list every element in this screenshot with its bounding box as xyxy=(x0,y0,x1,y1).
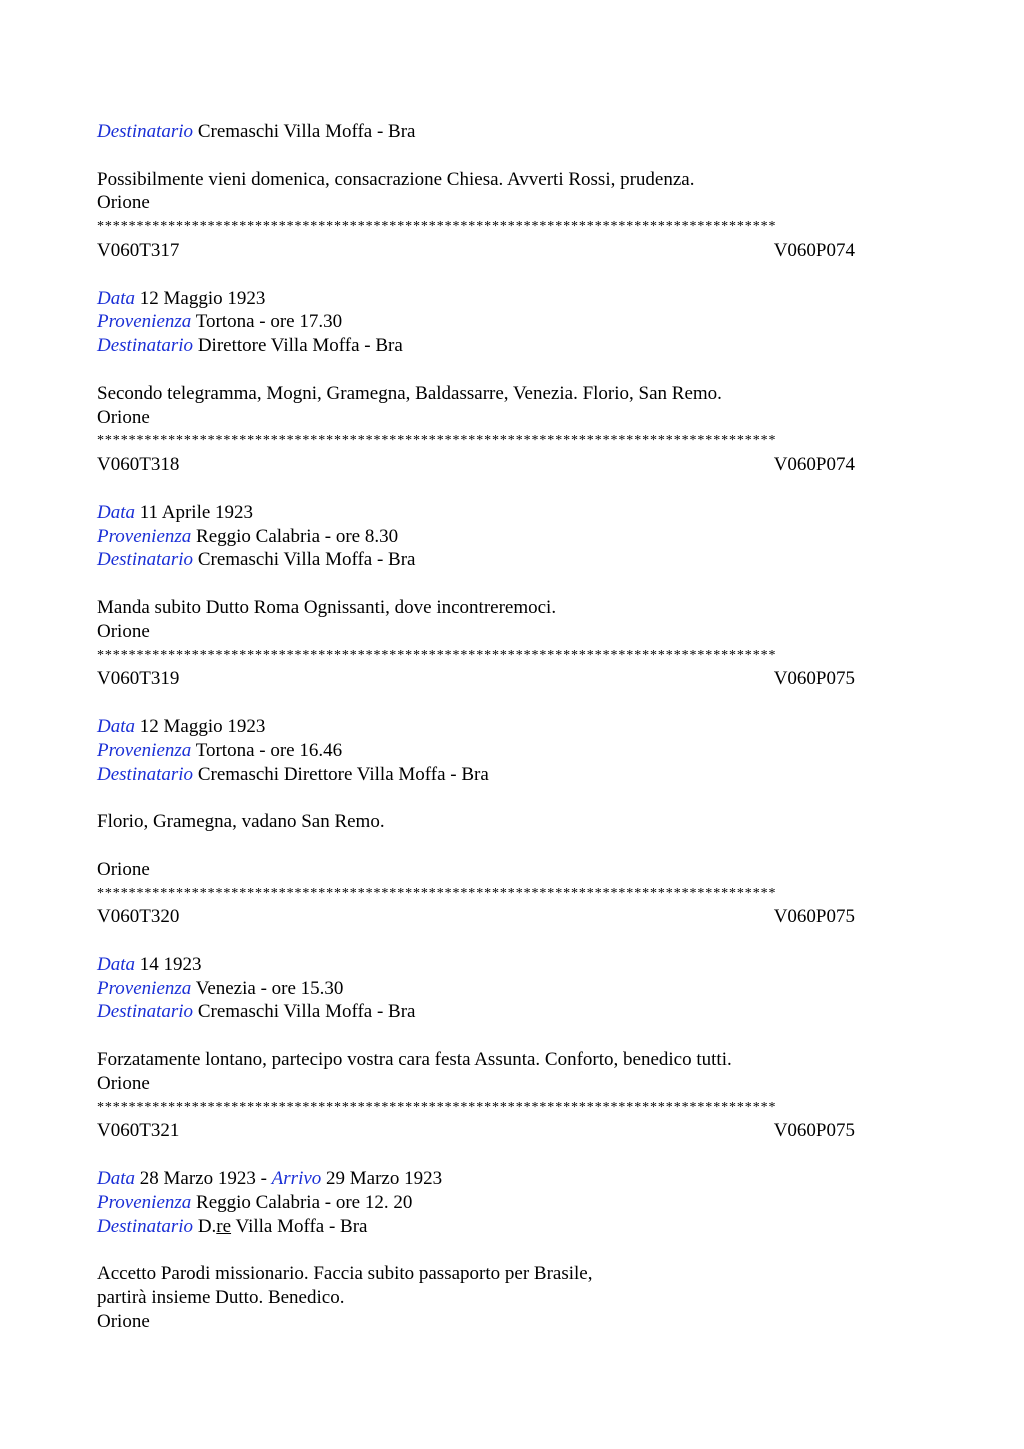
message-body: Forzatamente lontano, partecipo vostra cara festa Assunta. Conforto, benedico tutti. xyxy=(97,1049,732,1071)
signature: Orione xyxy=(97,192,150,214)
provenienza-label: Provenienza xyxy=(97,1191,192,1213)
provenienza-line xyxy=(97,977,927,1001)
dest-rest: Villa Moffa - Bra xyxy=(235,1215,368,1237)
destinatario-line xyxy=(97,1000,927,1024)
dest-prefix: D. xyxy=(197,1215,217,1237)
message-body: Accetto Parodi missionario. Faccia subito passaporto per Brasile, xyxy=(97,1263,593,1285)
provenienza-label: Provenienza xyxy=(97,977,192,999)
telegram-code: V060T319 xyxy=(97,668,180,690)
destinatario-line xyxy=(97,763,927,787)
destinatario-line xyxy=(97,1215,927,1239)
signature: Orione xyxy=(97,1310,150,1332)
intro-destinatario-line xyxy=(97,120,927,144)
provenienza-line xyxy=(97,739,927,763)
destinatario-value: Direttore Villa Moffa - Bra xyxy=(197,335,403,357)
data-value: 12 Maggio 1923 xyxy=(139,287,266,309)
provenienza-label: Provenienza xyxy=(97,311,192,333)
data-line xyxy=(97,1167,927,1191)
provenienza-line xyxy=(97,525,927,549)
entry-codes xyxy=(97,1119,855,1143)
arrivo-label: Arrivo xyxy=(271,1168,322,1190)
destinatario-value: Cremaschi Villa Moffa - Bra xyxy=(197,121,416,142)
data-value: 14 1923 xyxy=(139,953,202,975)
telegram-code: V060T320 xyxy=(97,906,180,928)
provenienza-value: Tortona - ore 16.46 xyxy=(195,739,343,761)
signature: Orione xyxy=(97,406,150,428)
provenienza-line xyxy=(97,1191,927,1215)
destinatario-value: Cremaschi Direttore Villa Moffa - Bra xyxy=(197,763,489,785)
destinatario-line xyxy=(97,334,927,358)
data-label: Data xyxy=(97,715,135,737)
page-code: V060P075 xyxy=(773,906,855,928)
data-line xyxy=(97,953,927,977)
provenienza-label: Provenienza xyxy=(97,525,192,547)
destinatario-label: Destinatario xyxy=(97,335,194,357)
provenienza-line xyxy=(97,310,927,334)
provenienza-value: Reggio Calabria - ore 12. 20 xyxy=(196,1191,413,1213)
destinatario-label: Destinatario xyxy=(97,763,194,785)
separator: ************************************************************************************** xyxy=(97,647,777,663)
page-code: V060P074 xyxy=(773,239,855,261)
data-line xyxy=(97,287,927,311)
entry-codes xyxy=(97,667,855,691)
telegram-code: V060T317 xyxy=(97,239,180,261)
signature: Orione xyxy=(97,858,150,880)
data-line xyxy=(97,715,927,739)
destinatario-label: Destinatario xyxy=(97,121,194,142)
document-page xyxy=(97,120,927,1334)
telegram-code: V060T318 xyxy=(97,454,180,476)
page-code: V060P075 xyxy=(773,668,855,690)
message-body: partirà insieme Dutto. Benedico. xyxy=(97,1287,345,1309)
separator: ************************************************************************************** xyxy=(97,219,777,235)
entry-codes xyxy=(97,239,855,263)
separator: ************************************************************************************** xyxy=(97,885,777,901)
entry-codes xyxy=(97,453,855,477)
data-label: Data xyxy=(97,1168,135,1190)
page-code: V060P074 xyxy=(773,454,855,476)
provenienza-value: Tortona - ore 17.30 xyxy=(195,311,343,333)
provenienza-value: Reggio Calabria - ore 8.30 xyxy=(196,525,399,547)
message-body: Florio, Gramegna, vadano San Remo. xyxy=(97,811,385,833)
destinatario-value xyxy=(198,1216,368,1237)
data-value: 28 Marzo 1923 - xyxy=(139,1168,267,1190)
destinatario-line xyxy=(97,548,927,572)
page-code: V060P075 xyxy=(773,1120,855,1142)
provenienza-value: Venezia - ore 15.30 xyxy=(195,977,344,999)
arrivo-value: 29 Marzo 1923 xyxy=(326,1168,443,1190)
data-label: Data xyxy=(97,953,135,975)
data-value: 12 Maggio 1923 xyxy=(139,715,266,737)
destinatario-label: Destinatario xyxy=(97,1215,194,1237)
separator: ************************************************************************************** xyxy=(97,1099,777,1115)
entry-codes xyxy=(97,905,855,929)
dest-abbreviation: re xyxy=(216,1215,232,1237)
destinatario-value: Cremaschi Villa Moffa - Bra xyxy=(197,1001,416,1023)
destinatario-label: Destinatario xyxy=(97,1001,194,1023)
message-body: Secondo telegramma, Mogni, Gramegna, Baldassarre, Venezia. Florio, San Remo. xyxy=(97,382,722,404)
data-value: 11 Aprile 1923 xyxy=(139,501,254,523)
destinatario-label: Destinatario xyxy=(97,549,194,571)
provenienza-label: Provenienza xyxy=(97,739,192,761)
data-label: Data xyxy=(97,501,135,523)
message-body: Possibilmente vieni domenica, consacrazione Chiesa. Avverti Rossi, prudenza. xyxy=(97,168,695,190)
message-body: Manda subito Dutto Roma Ognissanti, dove incontreremoci. xyxy=(97,596,557,618)
telegram-code: V060T321 xyxy=(97,1120,180,1142)
data-label: Data xyxy=(97,287,135,309)
separator: ************************************************************************************** xyxy=(97,433,777,449)
destinatario-value: Cremaschi Villa Moffa - Bra xyxy=(197,549,416,571)
signature: Orione xyxy=(97,1072,150,1094)
signature: Orione xyxy=(97,620,150,642)
data-line xyxy=(97,501,927,525)
